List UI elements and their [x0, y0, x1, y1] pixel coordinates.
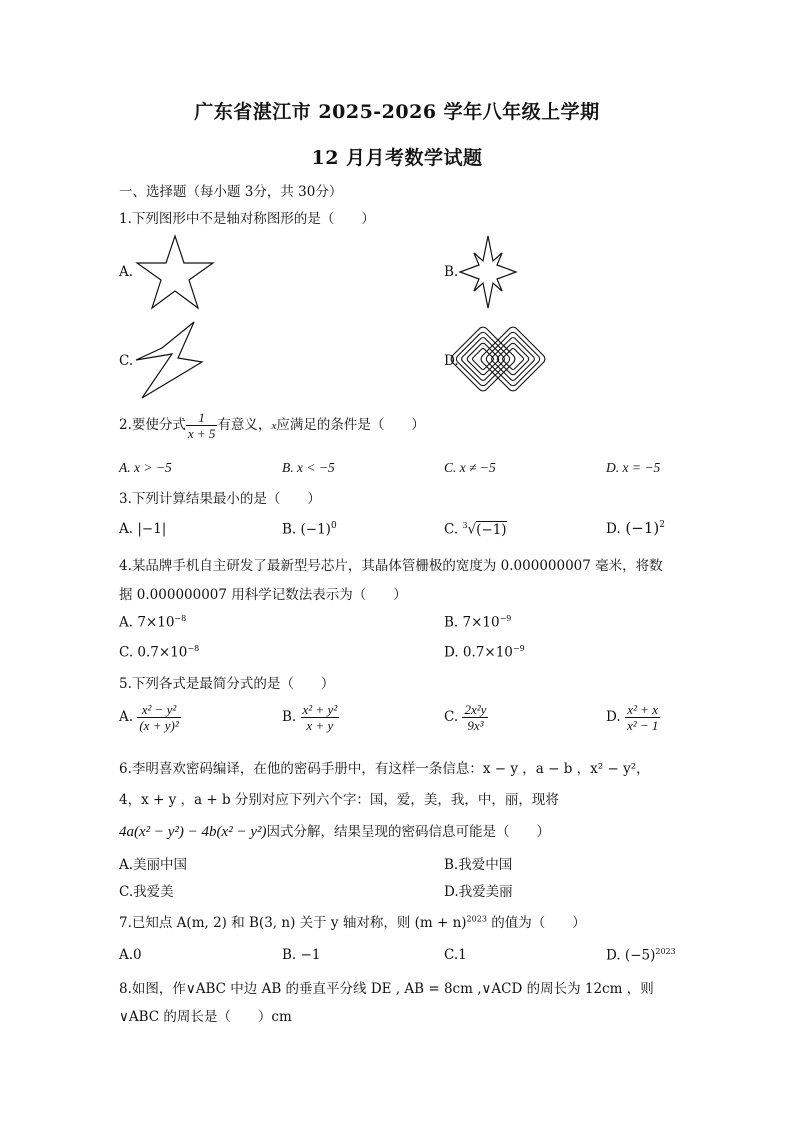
- q3-stem: 3.下列计算结果最小的是（ ）: [119, 491, 321, 507]
- q7-option-b: B. −1: [282, 947, 321, 963]
- q5-option-b-denominator: x + y: [306, 718, 334, 733]
- q1-stem: 1.下列图形中不是轴对称图形的是（ ）: [119, 211, 375, 227]
- q3-option-a-expr: |−1|: [137, 521, 167, 537]
- q1-option-b-label: B.: [444, 264, 459, 280]
- q1-option-d-label: D.: [444, 353, 459, 369]
- q6-option-b: B.我爱中国: [444, 857, 513, 873]
- exam-title-line2: 12 月月考数学试题: [311, 147, 483, 169]
- q3-option-d-label: D.: [606, 521, 621, 537]
- q5-option-d-denominator: x² − 1: [626, 718, 659, 733]
- q6-line3-text: 因式分解，结果呈现的密码信息可能是（ ）: [266, 824, 550, 840]
- q4-option-b-base: B. 7×10: [444, 614, 500, 631]
- q6-option-a: A.美丽中国: [119, 857, 188, 873]
- q7-stem-exponent: 2023: [466, 914, 487, 924]
- q5-option-c: [444, 702, 488, 733]
- q2-option-b: B. x < −5: [282, 460, 335, 475]
- nested-squares-figure-d: [457, 320, 539, 398]
- q3-option-d-exponent: 2: [659, 520, 665, 530]
- q5-option-c-numerator: 2x²y: [464, 702, 487, 717]
- q3-option-c-expr: (−1): [476, 521, 507, 538]
- q5-option-a-numerator: x² − y²: [137, 702, 180, 718]
- q5-option-b-numerator: x² + y²: [302, 702, 338, 717]
- section-heading: 一、选择题（每小题 3分，共 30分）: [119, 184, 343, 200]
- q5-option-c-denominator: 9x³: [467, 718, 484, 733]
- q4-line1: 4.某品牌手机自主研发了最新型号芯片，其晶体管栅极的宽度为 0.000000007 毫米，将数: [119, 558, 663, 574]
- q3-option-b: [282, 521, 337, 538]
- q2-variable: x: [271, 420, 277, 432]
- q6-line3: [119, 820, 550, 841]
- q5-option-b: [282, 702, 339, 733]
- q5-option-b-fraction: [301, 702, 340, 733]
- q5-option-d-label: D.: [606, 709, 621, 725]
- q3-option-c-label: C.: [444, 521, 459, 538]
- q6-line1: 6.李明喜欢密码编译，在他的密码手册中，有这样一条信息：x − y ，a − b ，x² − y²，: [119, 761, 650, 777]
- q8-line1: 8.如图，作∨ABC 中边 AB 的垂直平分线 DE , AB = 8cm ,∨ACD 的周长为 12cm ，则: [119, 981, 654, 997]
- q2-stem-post: 有意义，: [217, 417, 272, 433]
- q5-option-c-fraction: [462, 702, 488, 733]
- q7-option-a: A.0: [119, 947, 142, 963]
- q4-option-a: [119, 614, 186, 631]
- radical-sign-icon: √: [467, 521, 477, 538]
- lightning-figure-c: [134, 320, 206, 400]
- q3-option-b-label: B.: [282, 521, 297, 538]
- q2-stem: [119, 410, 425, 441]
- q5-option-a-denominator: (x + y)²: [139, 718, 179, 733]
- q3-option-c: [444, 521, 507, 538]
- q3-option-b-expr: (−1): [300, 521, 331, 538]
- q8-line2: ∨ABC 的周长是（ ）cm: [119, 1009, 292, 1025]
- q1-option-c-label: C.: [119, 353, 134, 369]
- four-point-star-figure-b: [458, 234, 518, 310]
- q2-fraction: [186, 410, 218, 441]
- q3-option-d-expr: (−1): [625, 519, 660, 537]
- q4-option-c-base: C. 0.7×10: [119, 644, 188, 661]
- q2-option-a: A. x > −5: [119, 460, 172, 475]
- q4-option-c: [119, 644, 199, 661]
- q4-option-c-exponent: −8: [187, 644, 200, 653]
- q5-option-c-label: C.: [444, 709, 459, 725]
- q7-option-d: [606, 947, 676, 964]
- q5-option-d: [606, 702, 660, 733]
- q3-option-d: [606, 519, 665, 537]
- q4-option-b-exponent: −9: [499, 614, 512, 623]
- q5-stem: 5.下列各式是最简分式的是（ ）: [119, 676, 335, 692]
- q6-option-c: C.我爱美: [119, 884, 174, 900]
- q3-option-b-exponent: 0: [330, 521, 337, 531]
- q2-fraction-numerator: 1: [186, 410, 218, 426]
- q2-fraction-denominator: x + 5: [187, 426, 216, 441]
- q4-option-d: [444, 644, 525, 661]
- exam-title-line1: 广东省湛江市 2025-2026 学年八年级上学期: [194, 101, 600, 123]
- q5-option-a-label: A.: [119, 709, 134, 725]
- q1-option-a-label: A.: [119, 264, 134, 280]
- q5-option-b-label: B.: [282, 709, 297, 725]
- q6-line2: 4，x + y ，a + b 分别对应下列六个字：国，爱，美，我，中，丽，现将: [119, 792, 559, 808]
- q2-stem-post2: 应满足的条件是（ ）: [276, 417, 425, 433]
- q6-expression: 4a(x² − y²) − 4b(x² − y²): [119, 824, 267, 840]
- q7-option-c: C.1: [444, 947, 467, 963]
- q2-option-d: D. x = −5: [606, 460, 661, 475]
- q4-line2: 据 0.000000007 用科学记数法表示为（ ）: [119, 587, 407, 603]
- star-figure-a: [134, 234, 216, 310]
- q4-option-d-base: D. 0.7×10: [444, 644, 513, 661]
- q2-option-c: C. x ≠ −5: [444, 460, 496, 475]
- q7-stem-pre: 7.已知点 A(m, 2) 和 B(3, n) 关于 y 轴对称，则 (m + n): [119, 915, 467, 931]
- q5-option-a: [119, 702, 181, 733]
- q4-option-b: [444, 614, 511, 631]
- q3-option-a: [119, 521, 166, 537]
- q4-option-a-exponent: −8: [174, 614, 187, 623]
- q5-option-d-fraction: [625, 702, 660, 733]
- q2-stem-pre: 2.要使分式: [119, 417, 186, 433]
- q5-option-d-numerator: x² + x: [625, 702, 660, 718]
- q7-option-d-exponent: 2023: [655, 947, 676, 956]
- q6-option-d: D.我爱美丽: [444, 884, 513, 900]
- q4-option-d-exponent: −9: [512, 644, 525, 653]
- q3-option-a-label: A.: [119, 521, 134, 537]
- q7-option-d-base: D. (−5): [606, 947, 656, 964]
- q5-option-a-fraction: [137, 702, 180, 733]
- q7-stem-post: 的值为（ ）: [486, 915, 586, 931]
- q7-stem: [119, 911, 586, 931]
- q3-option-c-root-index: 3: [462, 521, 468, 530]
- q4-option-a-base: A. 7×10: [119, 614, 175, 631]
